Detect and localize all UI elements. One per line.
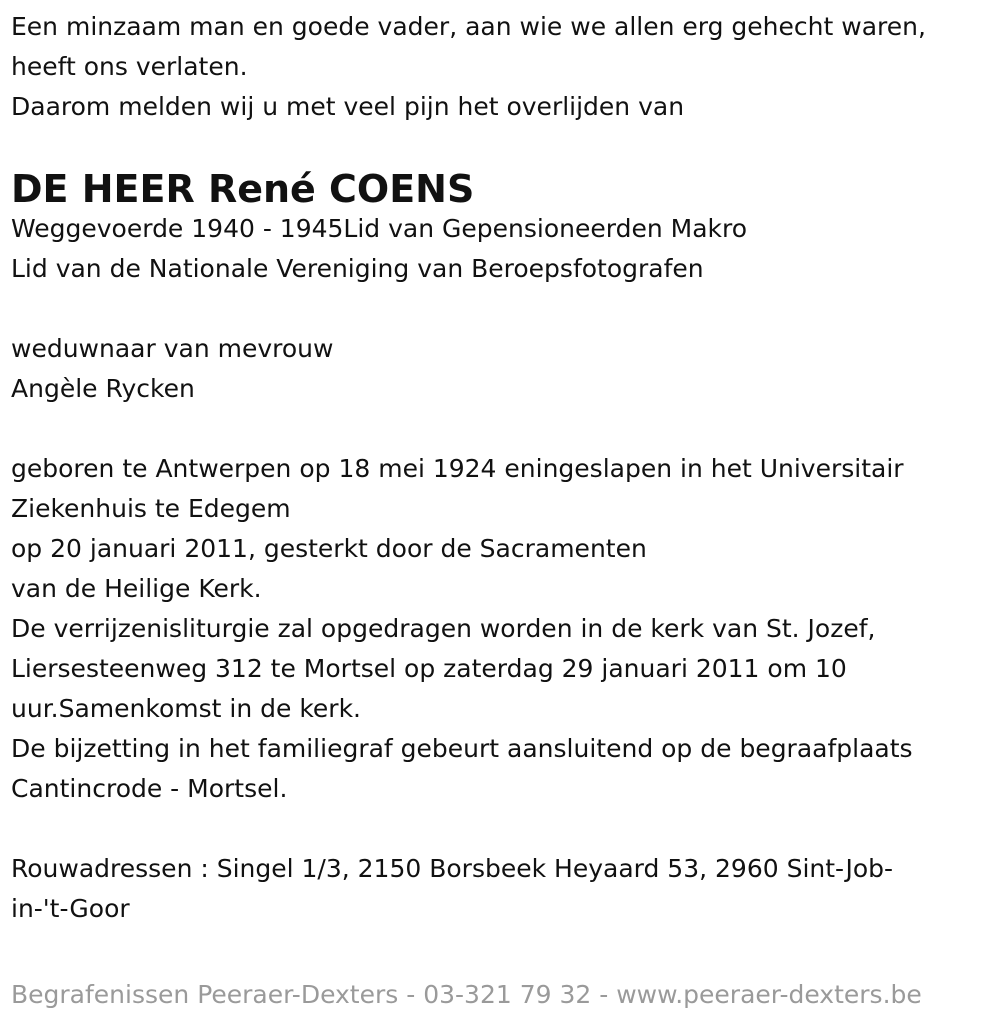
spacer xyxy=(11,289,991,329)
details-line-2: Ziekenhuis te Edegem xyxy=(11,494,291,523)
intro-line-2: heeft ons verlaten. xyxy=(11,52,248,81)
intro-line-3: Daarom melden wij u met veel pijn het overlijden van xyxy=(11,92,685,121)
spacer xyxy=(11,409,991,449)
details-line-4: van de Heilige Kerk. xyxy=(11,574,262,603)
spouse-name: Angèle Rycken xyxy=(11,374,195,403)
funeral-home-footer: Begrafenissen Peeraer-Dexters - 03-321 79 32 - www.peeraer-dexters.be xyxy=(11,980,922,1009)
intro-line-1: Een minzaam man en goede vader, aan wie we allen erg gehecht waren, xyxy=(11,12,926,41)
addresses-line-2: in-'t-Goor xyxy=(11,894,130,923)
spacer xyxy=(11,809,991,849)
details-line-6: Liersesteenweg 312 te Mortsel op zaterdag 29 januari 2011 om 10 xyxy=(11,654,847,683)
details-line-8: De bijzetting in het familiegraf gebeurt aansluitend op de begraafplaats xyxy=(11,734,913,763)
death-notice xyxy=(11,7,991,929)
addresses-line-1: Rouwadressen : Singel 1/3, 2150 Borsbeek Heyaard 53, 2960 Sint-Job- xyxy=(11,854,894,883)
details-line-1: geboren te Antwerpen op 18 mei 1924 eningeslapen in het Universitair xyxy=(11,454,904,483)
details-line-3: op 20 januari 2011, gesterkt door de Sacramenten xyxy=(11,534,647,563)
deceased-affiliation-line-1: Weggevoerde 1940 - 1945Lid van Gepensioneerden Makro xyxy=(11,214,748,243)
details-line-5: De verrijzenisliturgie zal opgedragen worden in de kerk van St. Jozef, xyxy=(11,614,876,643)
details-line-7: uur.Samenkomst in de kerk. xyxy=(11,694,361,723)
deceased-affiliation-line-2: Lid van de Nationale Vereniging van Beroepsfotografen xyxy=(11,254,704,283)
spacer xyxy=(11,127,991,167)
details-line-9: Cantincrode - Mortsel. xyxy=(11,774,288,803)
deceased-name: DE HEER René COENS xyxy=(11,167,475,211)
spouse-label: weduwnaar van mevrouw xyxy=(11,334,334,363)
